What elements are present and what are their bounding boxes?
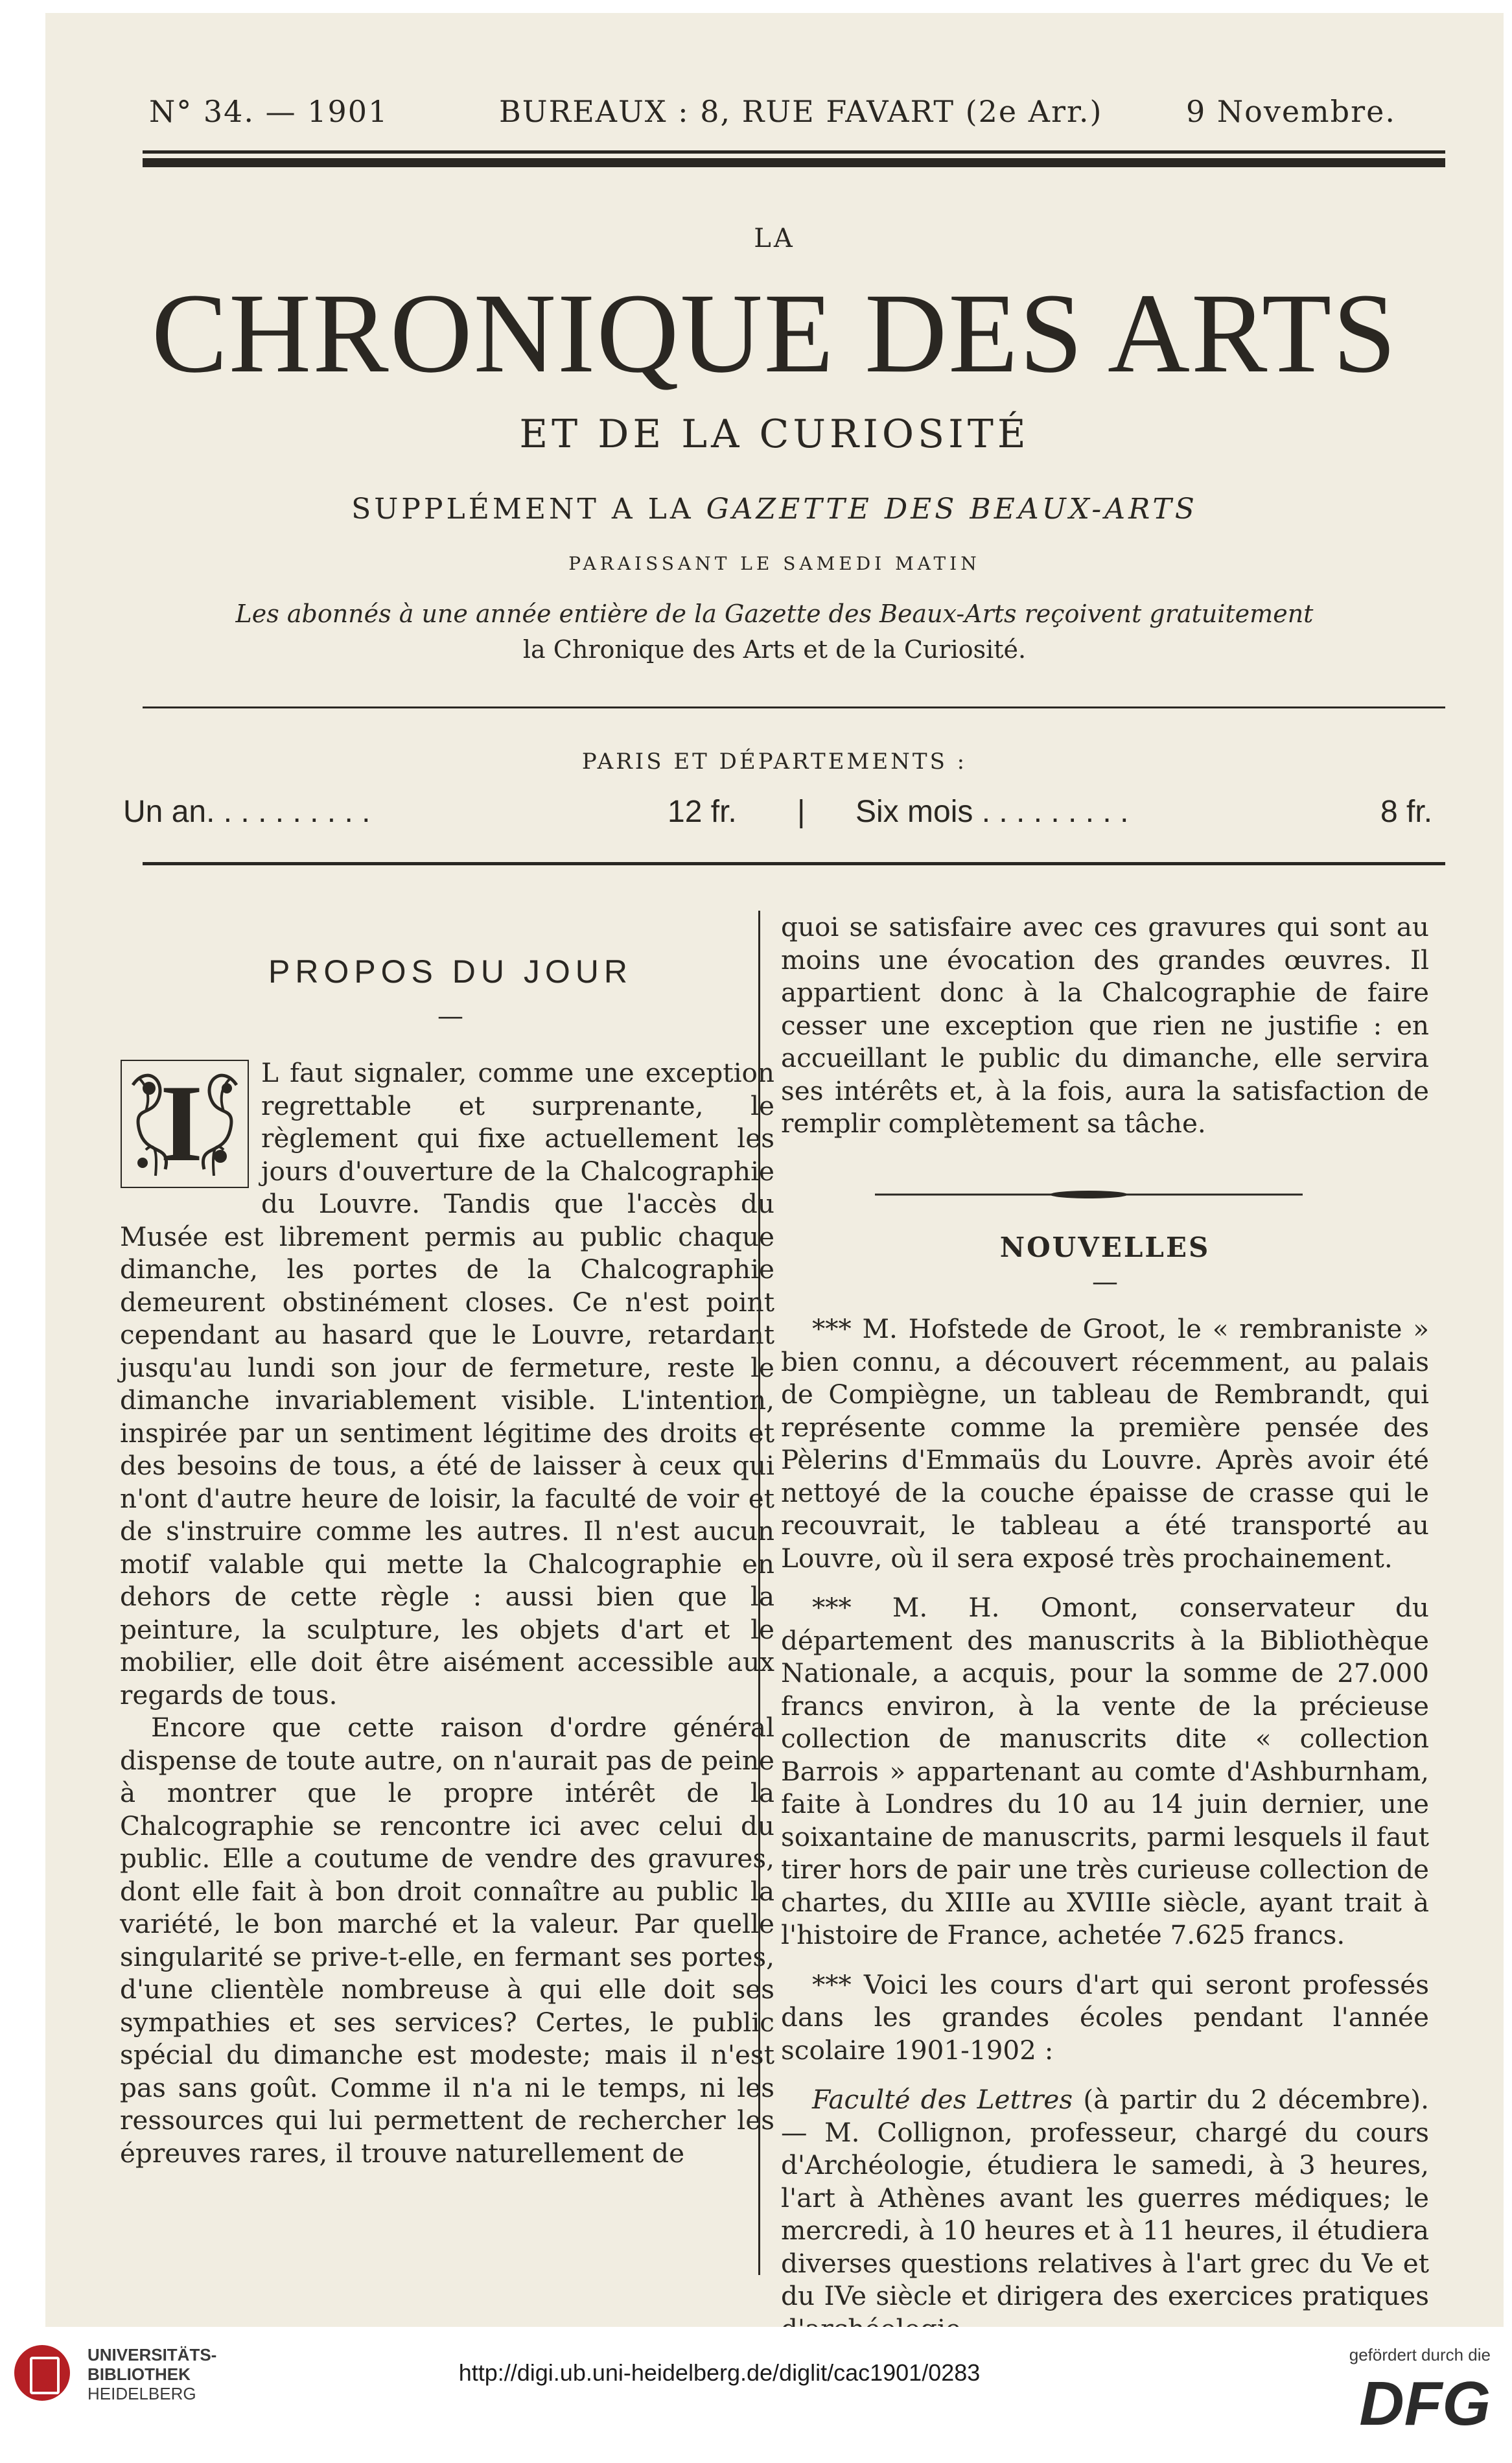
subscription-rule [143, 862, 1445, 865]
funding-label: gefördert durch die [1349, 2345, 1491, 2364]
news-text: M. Hofstede de Groot, le « rembraniste » bien connu, a découvert récemment, au palais de Compiègne, un tableau de Rembrandt, qui représente comme la première pensée des Pèlerins d'Emmaüs du Louvre. Après avoir été nettoyé de la couche épaisse de crasse qui le recouvrait, le tableau a été transporté au Louvre, où il sera exposé très prochainement. [781, 1313, 1430, 1574]
subscription-heading: PARIS ET DÉPARTEMENTS : [581, 749, 968, 775]
ornament-rule-icon [875, 1190, 1303, 1199]
year-label: Un an. . . . . . . . . . [123, 795, 371, 829]
header-rule-thin [143, 150, 1445, 154]
half-year-price: 8 fr. [1380, 795, 1433, 829]
institution-line-3: HEIDELBERG [87, 2384, 196, 2403]
dfg-logo: DFG [1359, 2369, 1491, 2438]
newspaper-page [45, 13, 1504, 2327]
faculte-text: (à partir du 2 décembre). — M. Collignon, professeur, chargé du cours d'Archéologie, étudiera le samedi, à 3 heures, l'art à Athènes avant les guerres médiques; le mercredi, à 10 heures et à 11 heures, il étudiera diverses questions relatives à l'art grec du Ve et du IVe siècle et dirigera des exercices pratiques [781, 2084, 1429, 2311]
news-item-cours [781, 1968, 1429, 2067]
masthead-rule [143, 706, 1445, 708]
supplement-prefix: SUPPLÉMENT A LA [351, 493, 694, 526]
publication-schedule: PARAISSANT LE SAMEDI MATIN [568, 553, 981, 574]
masthead-title: CHRONIQUE DES ARTS [151, 270, 1398, 397]
masthead-subtitle: ET DE LA CURIOSITÉ [519, 412, 1030, 457]
nouvelles-dash: — [1092, 1267, 1118, 1297]
dropcap-letter: I [160, 1062, 204, 1184]
year-price: 12 fr. [668, 795, 737, 829]
supplement-gazette: GAZETTE DES BEAUX-ARTS [706, 493, 1198, 526]
propos-heading: PROPOS DU JOUR [268, 953, 633, 990]
propos-paragraph-1: L faut signaler, comme une exception regrettable et surprenante, le règlement qui fixe actuellement les jours d'ouverture de la Chalcographie du Louvre. Tandis que l'accès du Musée est librement permis au public chaque dimanche, les portes de la Chalcographie demeurent obstinément closes. Ce n'est point cependant au hasard que le Louvre, retardant jusqu'au lundi son jour de fermeture, reste le dimanche invariablement visible. L'intention, inspirée par un sentiment légitime des droits et des besoins de tous, a été de laisser à ceux qui n'ont d'autre heure de loisir, la faculté de voir et de s'instruire comme les autres. Il n'est aucun motif valable qui mette la Chalcographie en dehors de cette règle : aussi bien que la peinture, la sculpture, les objets d'art et le mobilier, elle doit être aisément accessible aux regards de tous. [120, 1057, 774, 1710]
header-rule-thick [143, 158, 1445, 167]
issue-date: 9 Novembre. [1186, 94, 1396, 129]
news-text: M. H. Omont, conservateur du département des manuscrits à la Bibliothèque Nationale, a acquis, pour la somme de 27.000 francs environ, à la vente de la précieuse collection de manuscrits dite « collection Barrois » appartenant au comte d'Ashburnham, faite à Londres du 10 au 14 juin dernier, une soixantaine de manuscrits, parmi lesquels il faut tirer hors de pair une très curieuse collection de chartes, du XIIIe au XVIIIe siècle, ayant trait à l'histoire de France, achetée 7.625 francs. [781, 1592, 1429, 1950]
institution-line-2: BIBLIOTHEK [87, 2364, 191, 2384]
faculte-title: Faculté des Lettres [812, 2084, 1073, 2115]
news-item-omont [781, 1591, 1429, 1952]
ornamental-separator [875, 1189, 1303, 1196]
news-item-hofstede [781, 1313, 1429, 1574]
propos-continuation [781, 911, 1429, 1140]
half-year-label: Six mois . . . . . . . . . [855, 795, 1129, 829]
supplement-line [45, 493, 1504, 526]
masthead-la: LA [754, 224, 795, 253]
issue-number: N° 34. — 1901 [149, 94, 389, 129]
continuation-paragraph: quoi se satisfaire avec ces gravures qui sont au moins une évocation des grandes œuvres. Il appartient donc à la Chalcographie de faire cesser une exception que rien ne justifie : en accueillant le public du dimanche, elle servira ses intérêts et, à la fois, aura la satisfaction de remplir complètement sa tâche. [781, 911, 1429, 1139]
news-item-faculte [781, 2083, 1429, 2345]
news-text: Voici les cours d'art qui seront professés dans les grandes écoles pendant l'année scolaire 1901-1902 : [781, 1968, 1430, 2066]
digitization-footer [0, 2327, 1512, 2463]
price-separator: | [797, 795, 806, 829]
propos-paragraph-2: Encore que cette raison d'ordre général dispense de toute autre, on n'aurait pas de peine à montrer que le propre intérêt de la Chalcographie se rencontre ici avec celui du public. Elle a coutume de vendre des gravures, dont elle fait à bon droit connaître au public la variété, le bon marché et la valeur. Par quelle singularité se prive-t-elle, en fermant ses portes, d'une clientèle nombreuse à qui elle doit ses sympathies et ses services? Certes, le public spécial du dimanche est modeste; mais il n'est pas sans goût. Comme il n'a ni le temps, ni les ressources qui lui permettent de rechercher les épreuves rares, il trouve naturellement de [120, 1712, 774, 2169]
bureau-address: BUREAUX : 8, RUE FAVART (2e Arr.) [499, 94, 1103, 129]
institution-line-1: UNIVERSITÄTS- [87, 2345, 217, 2364]
asterism-mark: *** [812, 1592, 892, 1623]
notice-line-1: Les abonnés à une année entière de la Gazette des Beaux-Arts reçoivent gratuitement [235, 600, 1314, 628]
nouvelles-article [781, 1313, 1429, 2345]
subscription-prices [123, 794, 1439, 833]
university-seal-icon [14, 2345, 70, 2401]
asterism-mark: *** [812, 1313, 863, 1344]
nouvelles-heading: NOUVELLES [999, 1232, 1211, 1263]
notice-line-2: la Chronique des Arts et de la Curiosité. [522, 635, 1027, 664]
propos-dash: — [437, 1001, 463, 1031]
issue-header [149, 94, 1400, 139]
ornamental-dropcap [120, 1059, 250, 1189]
source-url-link[interactable]: http://digi.ub.uni-heidelberg.de/diglit/cac1901/0283 [458, 2359, 981, 2386]
asterism-mark: *** [812, 1968, 864, 2000]
propos-article [120, 1056, 774, 2169]
institution-name [87, 2345, 216, 2403]
